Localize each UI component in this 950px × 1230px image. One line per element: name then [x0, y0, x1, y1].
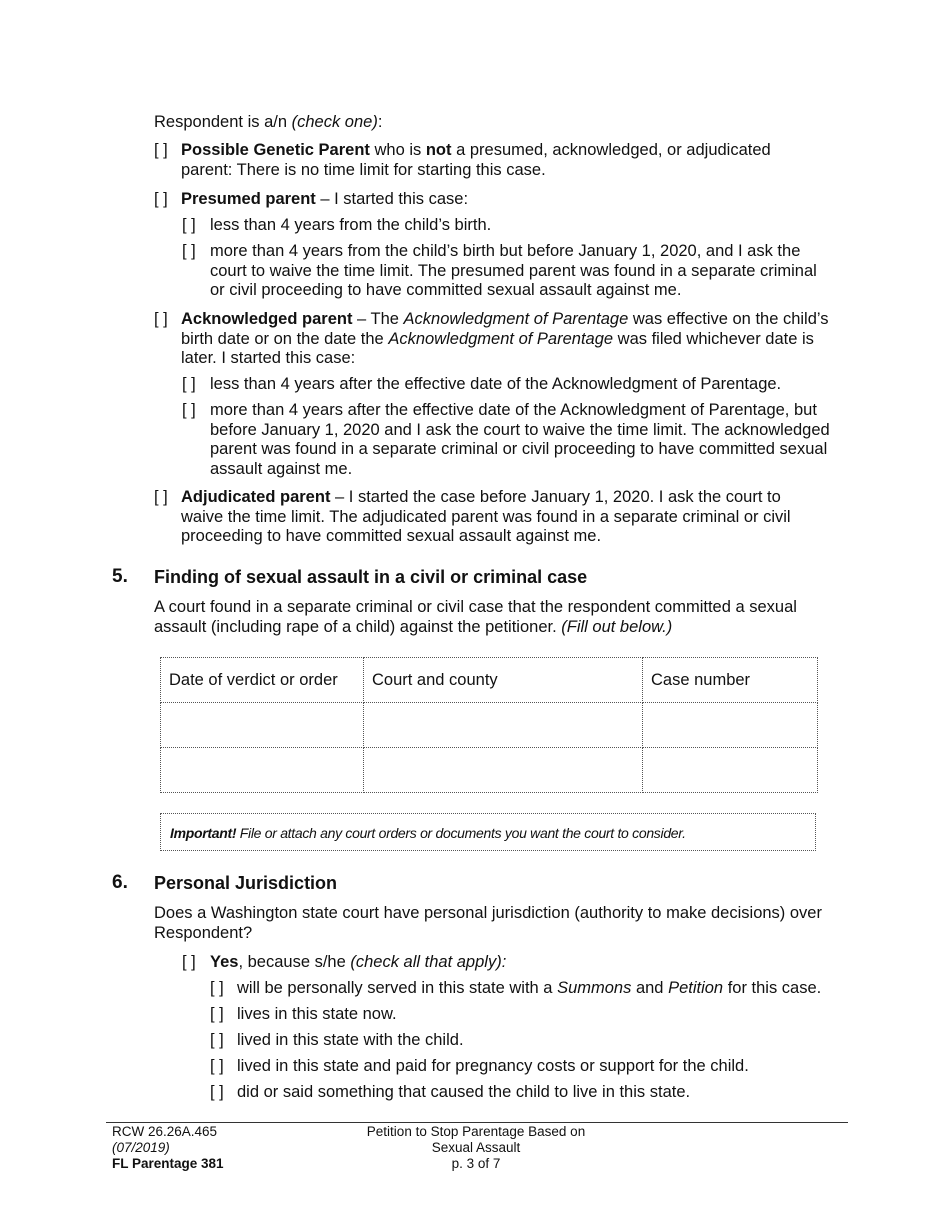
- section-5-body: A court found in a separate criminal or civil case that the respondent committed a sexual assault (including rape of a child) against the petitioner. (Fill out below.): [154, 598, 797, 636]
- possible-parent-checkbox[interactable]: [ ]: [154, 141, 168, 159]
- opt2-checkbox[interactable]: [ ]: [210, 1005, 224, 1023]
- opt3-checkbox[interactable]: [ ]: [210, 1031, 224, 1049]
- footer-page-number: p. 3 of 7: [451, 1156, 501, 1171]
- presumed-sub1-text: less than 4 years from the child’s birth.: [210, 216, 492, 234]
- section-6-question: Does a Washington state court have personal jurisdiction (authority to make decisions) over Respondent?: [154, 904, 822, 942]
- footer-title-line2: Sexual Assault: [431, 1140, 521, 1155]
- header-court: Court and county: [364, 658, 643, 703]
- court-cell[interactable]: [364, 703, 643, 748]
- acknowledged-sub2-text: more than 4 years after the effective date of the Acknowledgment of Parentage, but before January 1, 2020 and I ask the court to waive the time limit. The acknowledged parent was found in a separate criminal or civil proceeding to have committed sexual assault against me.: [210, 401, 830, 478]
- jurisdiction-yes-option: Yes, because s/he (check all that apply):: [210, 953, 507, 971]
- acknowledged-sub2-checkbox[interactable]: [ ]: [182, 401, 196, 419]
- acknowledged-sub1-text: less than 4 years after the effective date of the Acknowledgment of Parentage.: [210, 375, 782, 393]
- verdict-table: [160, 657, 818, 793]
- presumed-parent-checkbox[interactable]: [ ]: [154, 190, 168, 208]
- footer-rcw: RCW 26.26A.465: [112, 1124, 218, 1139]
- opt5-text: did or said something that caused the child to live in this state.: [237, 1083, 691, 1101]
- section-6-number: 6.: [112, 872, 128, 893]
- table-row: [161, 748, 818, 793]
- opt3-text: lived in this state with the child.: [237, 1031, 464, 1049]
- respondent-intro: Respondent is a/n (check one):: [154, 113, 383, 131]
- presumed-sub1-checkbox[interactable]: [ ]: [182, 216, 196, 234]
- presumed-parent-option: Presumed parent – I started this case:: [181, 190, 469, 208]
- adjudicated-parent-option: Adjudicated parent – I started the case before January 1, 2020. I ask the court to waive the time limit. The adjudicated parent was found in a separate criminal or civil proceeding to have committed sexual assault against me.: [181, 488, 791, 545]
- section-6-title: Personal Jurisdiction: [154, 873, 338, 893]
- footer-divider: [106, 1122, 848, 1123]
- acknowledged-sub1-checkbox[interactable]: [ ]: [182, 375, 196, 393]
- case-number-cell[interactable]: [643, 748, 818, 793]
- important-label: Important!: [170, 825, 237, 841]
- acknowledged-parent-checkbox[interactable]: [ ]: [154, 310, 168, 328]
- presumed-sub2-checkbox[interactable]: [ ]: [182, 242, 196, 260]
- court-cell[interactable]: [364, 748, 643, 793]
- footer-date: (07/2019): [112, 1140, 170, 1155]
- date-cell[interactable]: [161, 703, 364, 748]
- table-header-row: [161, 658, 818, 703]
- footer-left: [112, 1124, 224, 1172]
- table-row: [161, 703, 818, 748]
- opt1-text: will be personally served in this state with a Summons and Petition for this case.: [237, 979, 822, 997]
- opt4-checkbox[interactable]: [ ]: [210, 1057, 224, 1075]
- important-text: File or attach any court orders or documents you want the court to consider.: [236, 825, 686, 841]
- opt2-text: lives in this state now.: [237, 1005, 397, 1023]
- header-date: Date of verdict or order: [161, 658, 364, 703]
- section-5-title: Finding of sexual assault in a civil or criminal case: [154, 567, 588, 587]
- case-number-cell[interactable]: [643, 703, 818, 748]
- opt1-checkbox[interactable]: [ ]: [210, 979, 224, 997]
- acknowledged-parent-option: Acknowledged parent – The Acknowledgment of Parentage was effective on the child’s birth date or on the date the Acknowledgment of Parentage was filed whichever date is later. I started this case:: [181, 310, 829, 367]
- footer-form-id: FL Parentage 381: [112, 1156, 224, 1171]
- header-case-number: Case number: [643, 658, 818, 703]
- important-note: [160, 813, 816, 851]
- presumed-sub2-text: more than 4 years from the child’s birth but before January 1, 2020, and I ask the court to waive the time limit. The presumed parent was found in a separate criminal or civil proceeding to have committed sexual assault against me.: [210, 242, 817, 299]
- footer-title-line1: Petition to Stop Parentage Based on: [366, 1124, 586, 1139]
- date-cell[interactable]: [161, 748, 364, 793]
- section-5-number: 5.: [112, 566, 128, 587]
- footer-center: [326, 1124, 626, 1172]
- adjudicated-parent-checkbox[interactable]: [ ]: [154, 488, 168, 506]
- possible-parent-option: Possible Genetic Parent who is not a presumed, acknowledged, or adjudicated parent: There is no time limit for starting this case.: [181, 141, 771, 179]
- opt4-text: lived in this state and paid for pregnancy costs or support for the child.: [237, 1057, 749, 1075]
- opt5-checkbox[interactable]: [ ]: [210, 1083, 224, 1101]
- jurisdiction-yes-checkbox[interactable]: [ ]: [182, 953, 196, 971]
